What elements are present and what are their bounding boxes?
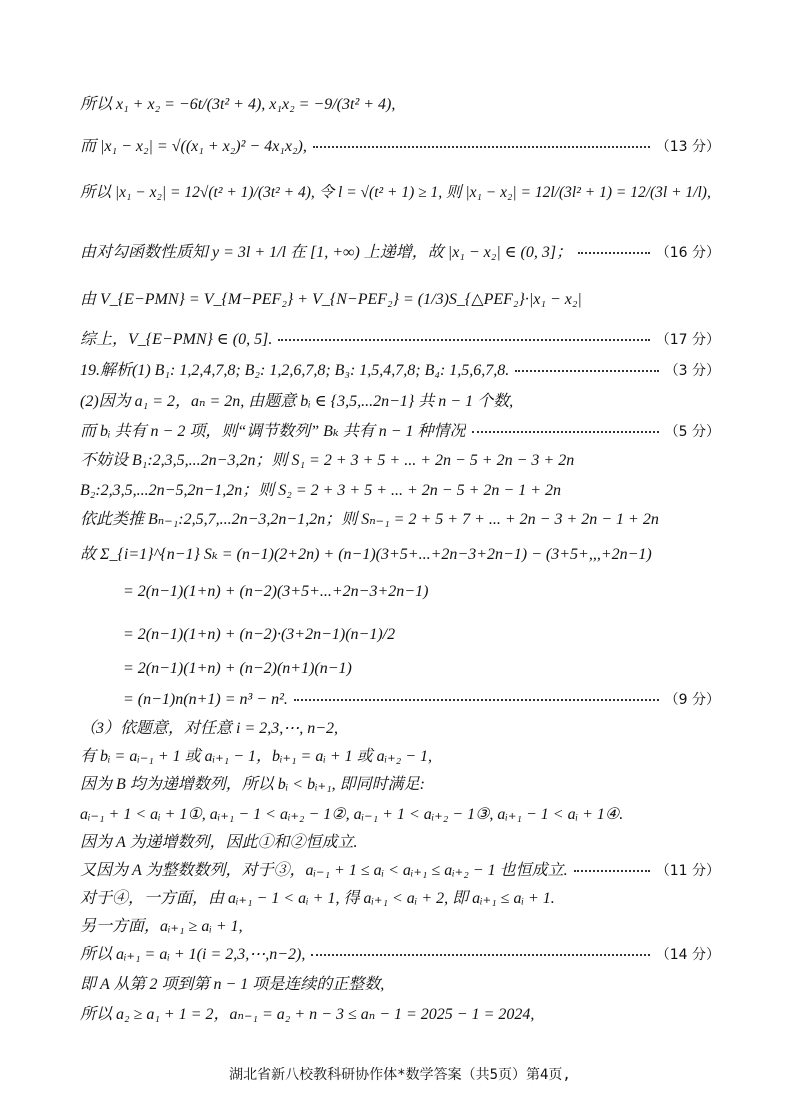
line-text: = 2(n−1)(1+n) + (n−2)(n+1)(n−1) (123, 660, 352, 678)
line-text: 而 bᵢ 共有 n − 2 项，则“调节数列” Bₖ 共有 n − 1 种情况 (80, 423, 466, 441)
line-text: （3）依题意，对任意 i = 2,3,⋯, n−2, (80, 720, 339, 738)
line-27 (80, 970, 720, 1000)
line-text: 因为 A 为递增数列，因此①和②恒成立. (80, 834, 358, 852)
line-text: 有 bᵢ = aᵢ₋₁ + 1 或 aᵢ₊₁ − 1，bᵢ₊₁ = aᵢ + 1 或 aᵢ₊₂ − 1, (80, 748, 433, 766)
line-5 (80, 285, 720, 315)
line-13 (80, 540, 720, 570)
line-text: = 2(n−1)(1+n) + (n−2)(3+5+...+2n−3+2n−1) (123, 583, 429, 601)
line-17 (123, 685, 720, 715)
leader-dots (313, 146, 650, 148)
line-text: B₂:2,3,5,...2n−5,2n−1,2n；则 S₂ = 2 + 3 + 5 + ... + 2n − 5 + 2n − 1 + 2n (80, 482, 561, 500)
leader-dots (278, 339, 649, 341)
line-text: 所以 a₂ ≥ a₁ + 1 = 2，aₙ₋₁ = a₂ + n − 3 ≤ aₙ − 1 = 2025 − 1 = 2024, (80, 1006, 535, 1024)
line-26 (80, 940, 720, 970)
line-text: 因为 B 均为递增数列，所以 bᵢ < bᵢ₊₁, 即同时满足: (80, 776, 425, 794)
line-text: 故 Σ_{i=1}^{n−1} Sₖ = (n−1)(2+2n) + (n−1)(3+5+...+2n−3+2n−1) − (3+5+,,,+2n−1) (80, 546, 652, 564)
line-1 (80, 90, 720, 120)
line-text: 19.解析(1) B₁: 1,2,4,7,8; B₂: 1,2,6,7,8; B₃: 1,5,4,7,8; B₄: 1,5,6,7,8. (80, 362, 510, 380)
line-23 (80, 856, 720, 886)
page-footer: 湖北省新八校教科研协作体*数学答案（共5页）第4页, (229, 1067, 571, 1083)
line-3 (80, 178, 720, 208)
line-text: 而 |x₁ − x₂| = √((x₁ + x₂)² − 4x₁x₂), (80, 138, 307, 156)
line-text: = 2(n−1)(1+n) + (n−2)·(3+2n−1)(n−1)/2 (123, 626, 396, 644)
line-text: (2)因为 a₁ = 2，aₙ = 2n, 由题意 bᵢ ∈ {3,5,...2n−1} 共 n − 1 个数, (80, 393, 514, 411)
line-20 (80, 770, 720, 800)
line-14 (123, 577, 720, 607)
line-text: 所以 |x₁ − x₂| = 12√(t² + 1)/(3t² + 4), 令 l = √(t² + 1) ≥ 1, 则 |x₁ − x₂| = 12l/(3l² + 1) = 12/(3l + 1/l), (80, 183, 711, 201)
line-text: 所以 x₁ + x₂ = −6t/(3t² + 4), x₁x₂ = −9/(3t² + 4), (80, 96, 396, 114)
score-label: （16 分） (655, 244, 720, 261)
score-label: （9 分） (664, 691, 720, 708)
line-text: 不妨设 B₁:2,3,5,...2n−3,2n；则 S₁ = 2 + 3 + 5 + ... + 2n − 5 + 2n − 3 + 2n (80, 452, 575, 470)
line-text: 即 A 从第 2 项到第 n − 1 项是连续的正整数, (80, 976, 385, 994)
line-text: aᵢ₋₁ + 1 < aᵢ + 1①, aᵢ₊₁ − 1 < aᵢ₊₂ − 1②, aᵢ₋₁ + 1 < aᵢ₊₂ − 1③, aᵢ₊₁ − 1 < aᵢ + 1④. (80, 806, 624, 824)
line-text: 由对勾函数性质知 y = 3l + 1/l 在 [1, +∞) 上递增，故 |x₁ − x₂| ∈ (0, 3]； (80, 244, 573, 262)
line-8 (80, 387, 720, 417)
leader-dots (472, 431, 659, 433)
leader-dots (311, 954, 649, 956)
leader-dots (578, 252, 650, 254)
line-10 (80, 446, 720, 476)
line-text: 对于④，一方面，由 aᵢ₊₁ − 1 < aᵢ + 1, 得 aᵢ₊₁ < aᵢ + 2, 即 aᵢ₊₁ ≤ aᵢ + 1. (80, 890, 555, 908)
score-label: （3 分） (664, 362, 720, 379)
line-6 (80, 325, 720, 355)
line-text: 依此类推 Bₙ₋₁:2,5,7,...2n−3,2n−1,2n；则 Sₙ₋₁ = 2 + 5 + 7 + ... + 2n − 3 + 2n − 1 + 2n (80, 511, 659, 529)
score-label: （5 分） (664, 423, 720, 440)
line-15 (123, 620, 720, 650)
line-22 (80, 828, 720, 858)
line-text: 由 V_{E−PMN} = V_{M−PEF₂} + V_{N−PEF₂} = (1/3)S_{△PEF₂}·|x₁ − x₂| (80, 291, 582, 309)
score-label: （14 分） (655, 946, 720, 963)
line-text: = (n−1)n(n+1) = n³ − n². (123, 691, 288, 709)
line-4 (80, 238, 720, 268)
leader-dots (515, 370, 658, 372)
line-16 (123, 654, 720, 684)
leader-dots (294, 699, 659, 701)
line-21 (80, 800, 720, 830)
line-24 (80, 884, 720, 914)
leader-dots (574, 870, 650, 872)
line-2 (80, 132, 720, 162)
line-text: 综上，V_{E−PMN} ∈ (0, 5]. (80, 331, 273, 349)
line-text: 另一方面，aᵢ₊₁ ≥ aᵢ + 1, (80, 918, 243, 936)
line-9 (80, 417, 720, 447)
line-text: 所以 aᵢ₊₁ = aᵢ + 1(i = 2,3,⋯,n−2), (80, 946, 306, 964)
line-19 (80, 742, 720, 772)
line-12 (80, 505, 720, 535)
line-11 (80, 476, 720, 506)
line-25 (80, 912, 720, 942)
score-label: （11 分） (655, 862, 720, 879)
line-18 (80, 714, 720, 744)
line-28 (80, 1000, 720, 1030)
score-label: （17 分） (655, 331, 720, 348)
line-text: 又因为 A 为整数数列，对于③，aᵢ₋₁ + 1 ≤ aᵢ < aᵢ₊₁ ≤ aᵢ₊₂ − 1 也恒成立. (80, 862, 568, 880)
line-7 (80, 356, 720, 386)
score-label: （13 分） (655, 138, 720, 155)
